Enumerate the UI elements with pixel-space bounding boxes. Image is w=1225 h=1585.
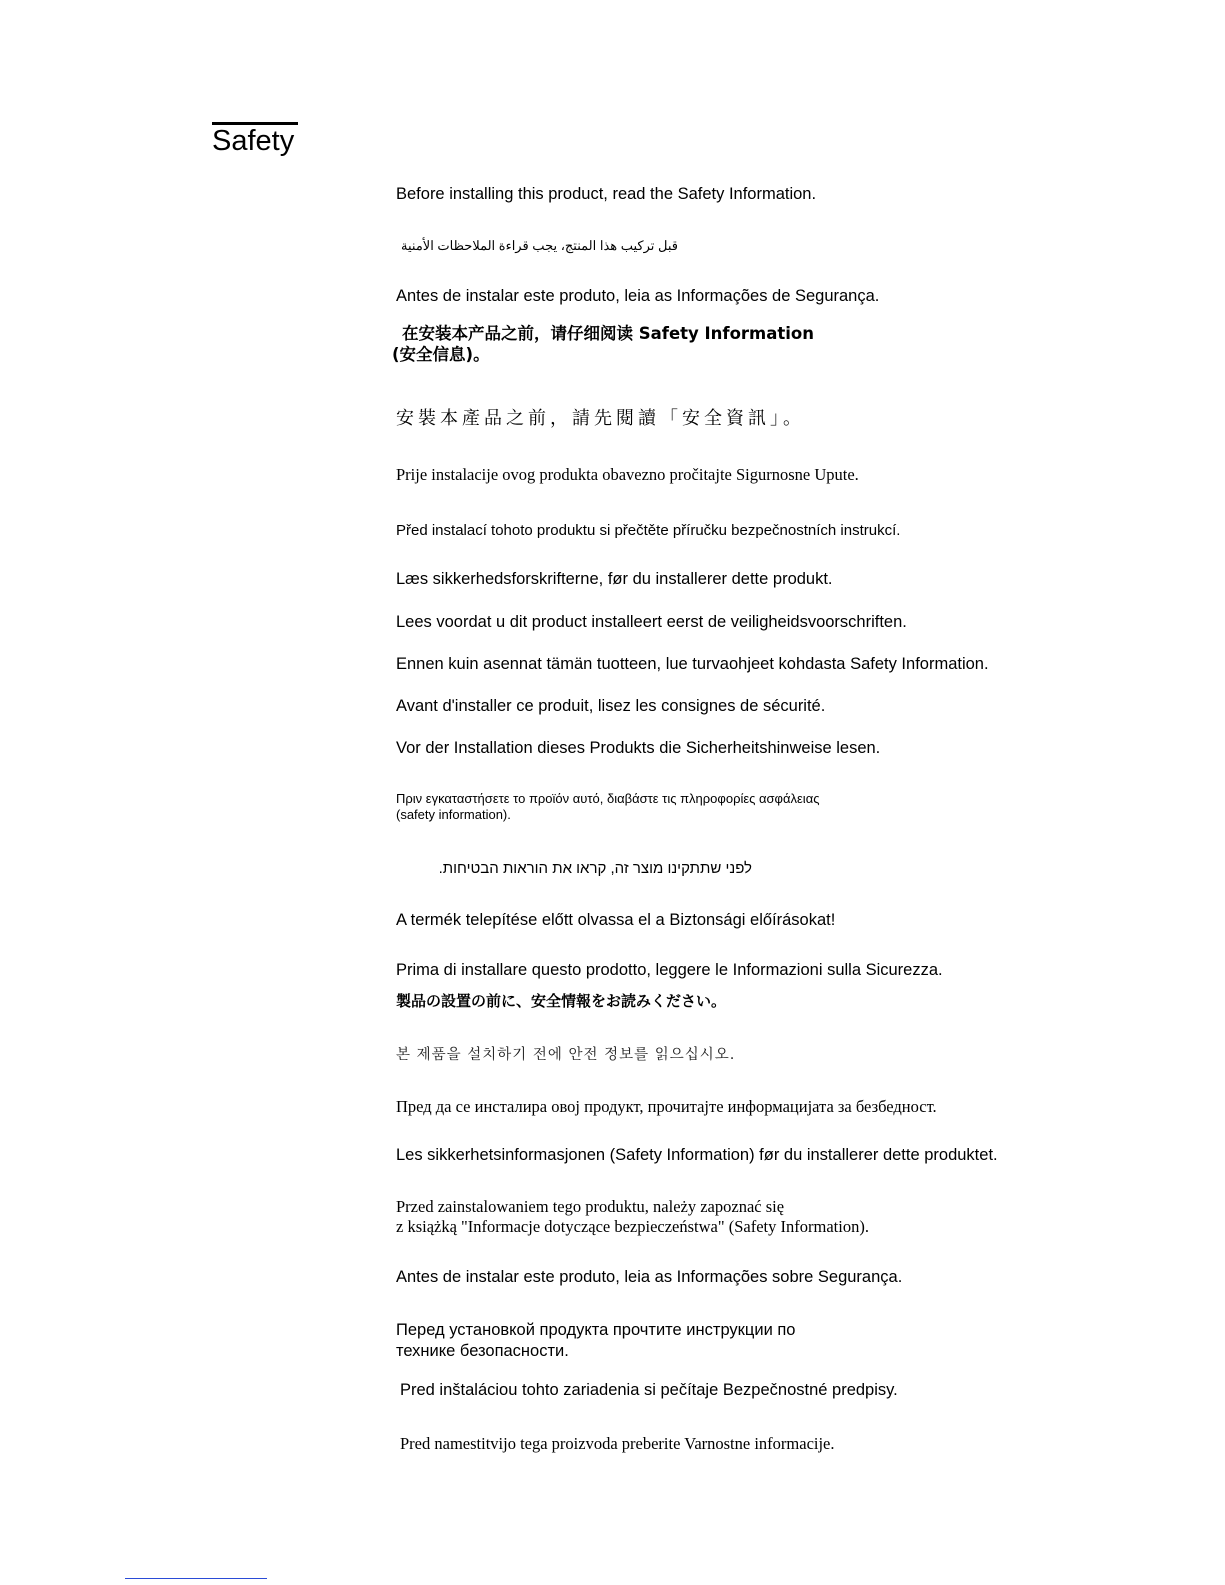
safety-notice-greek-line1: Πριν εγκαταστήσετε το προϊόν αυτό, διαβάστε τις πληροφορίες ασφάλειας [396, 791, 820, 806]
safety-notice-czech: Před instalací tohoto produktu si přečtěte příručku bezpečnostních instrukcí. [396, 522, 901, 539]
safety-notice-finnish: Ennen kuin asennat tämän tuotteen, lue turvaohjeet kohdasta Safety Information. [396, 655, 989, 673]
page-title: Safety [212, 125, 295, 157]
footer-rule [125, 1578, 267, 1579]
safety-notice-slovak: Pred inštaláciou tohto zariadenia si pečítaje Bezpečnostné predpisy. [400, 1381, 898, 1399]
safety-notice-polish-line2: z książką "Informacje dotyczące bezpieczeństwa" (Safety Information). [396, 1217, 869, 1236]
safety-notice-german: Vor der Installation dieses Produkts die Sicherheitshinweise lesen. [396, 739, 881, 757]
safety-notice-chinese-simplified-line1: 在安装本产品之前，请仔细阅读 Safety Information [402, 324, 815, 343]
safety-notice-hungarian: A termék telepítése előtt olvassa el a Biztonsági előírásokat! [396, 911, 836, 929]
safety-notice-croatian: Prije instalacije ovog produkta obavezno pročitajte Sigurnosne Upute. [396, 465, 859, 484]
safety-notice-hebrew: לפני שתתקינו מוצר זה, קראו את הוראות הבטיחות. [438, 860, 752, 877]
safety-notice-polish-line1: Przed zainstalowaniem tego produktu, należy zapoznać się [396, 1197, 785, 1216]
safety-notice-slovenian: Pred namestitvijo tega proizvoda preberite Varnostne informacije. [400, 1434, 835, 1453]
safety-notice-dutch: Lees voordat u dit product installeert eerst de veiligheidsvoorschriften. [396, 613, 907, 631]
safety-notice-norwegian: Les sikkerhetsinformasjonen (Safety Information) før du installerer dette produktet. [396, 1146, 998, 1164]
safety-notice-italian: Prima di installare questo prodotto, leggere le Informazioni sulla Sicurezza. [396, 961, 943, 979]
safety-notice-english: Before installing this product, read the Safety Information. [396, 185, 817, 203]
safety-notice-chinese-traditional: 安裝本產品之前，請先閱讀「安全資訊」。 [396, 408, 805, 429]
safety-notice-arabic: قبل تركيب هذا المنتج، يجب قراءة الملاحظات الأمنية [401, 238, 678, 253]
safety-notice-russian-line1: Перед установкой продукта прочтите инструкции по [396, 1321, 796, 1339]
safety-notice-portuguese-brazil: Antes de instalar este produto, leia as Informações de Segurança. [396, 287, 880, 305]
safety-notice-macedonian: Пред да се инсталира овој продукт, прочитајте информацијата за безбедност. [396, 1097, 937, 1116]
safety-notice-portuguese: Antes de instalar este produto, leia as Informações sobre Segurança. [396, 1268, 903, 1286]
safety-notice-danish: Læs sikkerhedsforskrifterne, før du installerer dette produkt. [396, 570, 833, 588]
safety-notice-japanese: 製品の設置の前に、安全情報をお読みください。 [396, 992, 727, 1010]
safety-notice-french: Avant d'installer ce produit, lisez les consignes de sécurité. [396, 697, 826, 715]
safety-notice-russian-line2: технике безопасности. [396, 1342, 569, 1360]
safety-notice-greek-line2: (safety information). [396, 807, 511, 822]
safety-notice-korean: 본 제품을 설치하기 전에 안전 정보를 읽으십시오. [396, 1047, 736, 1063]
safety-notice-chinese-simplified-line2: (安全信息)。 [392, 345, 490, 364]
